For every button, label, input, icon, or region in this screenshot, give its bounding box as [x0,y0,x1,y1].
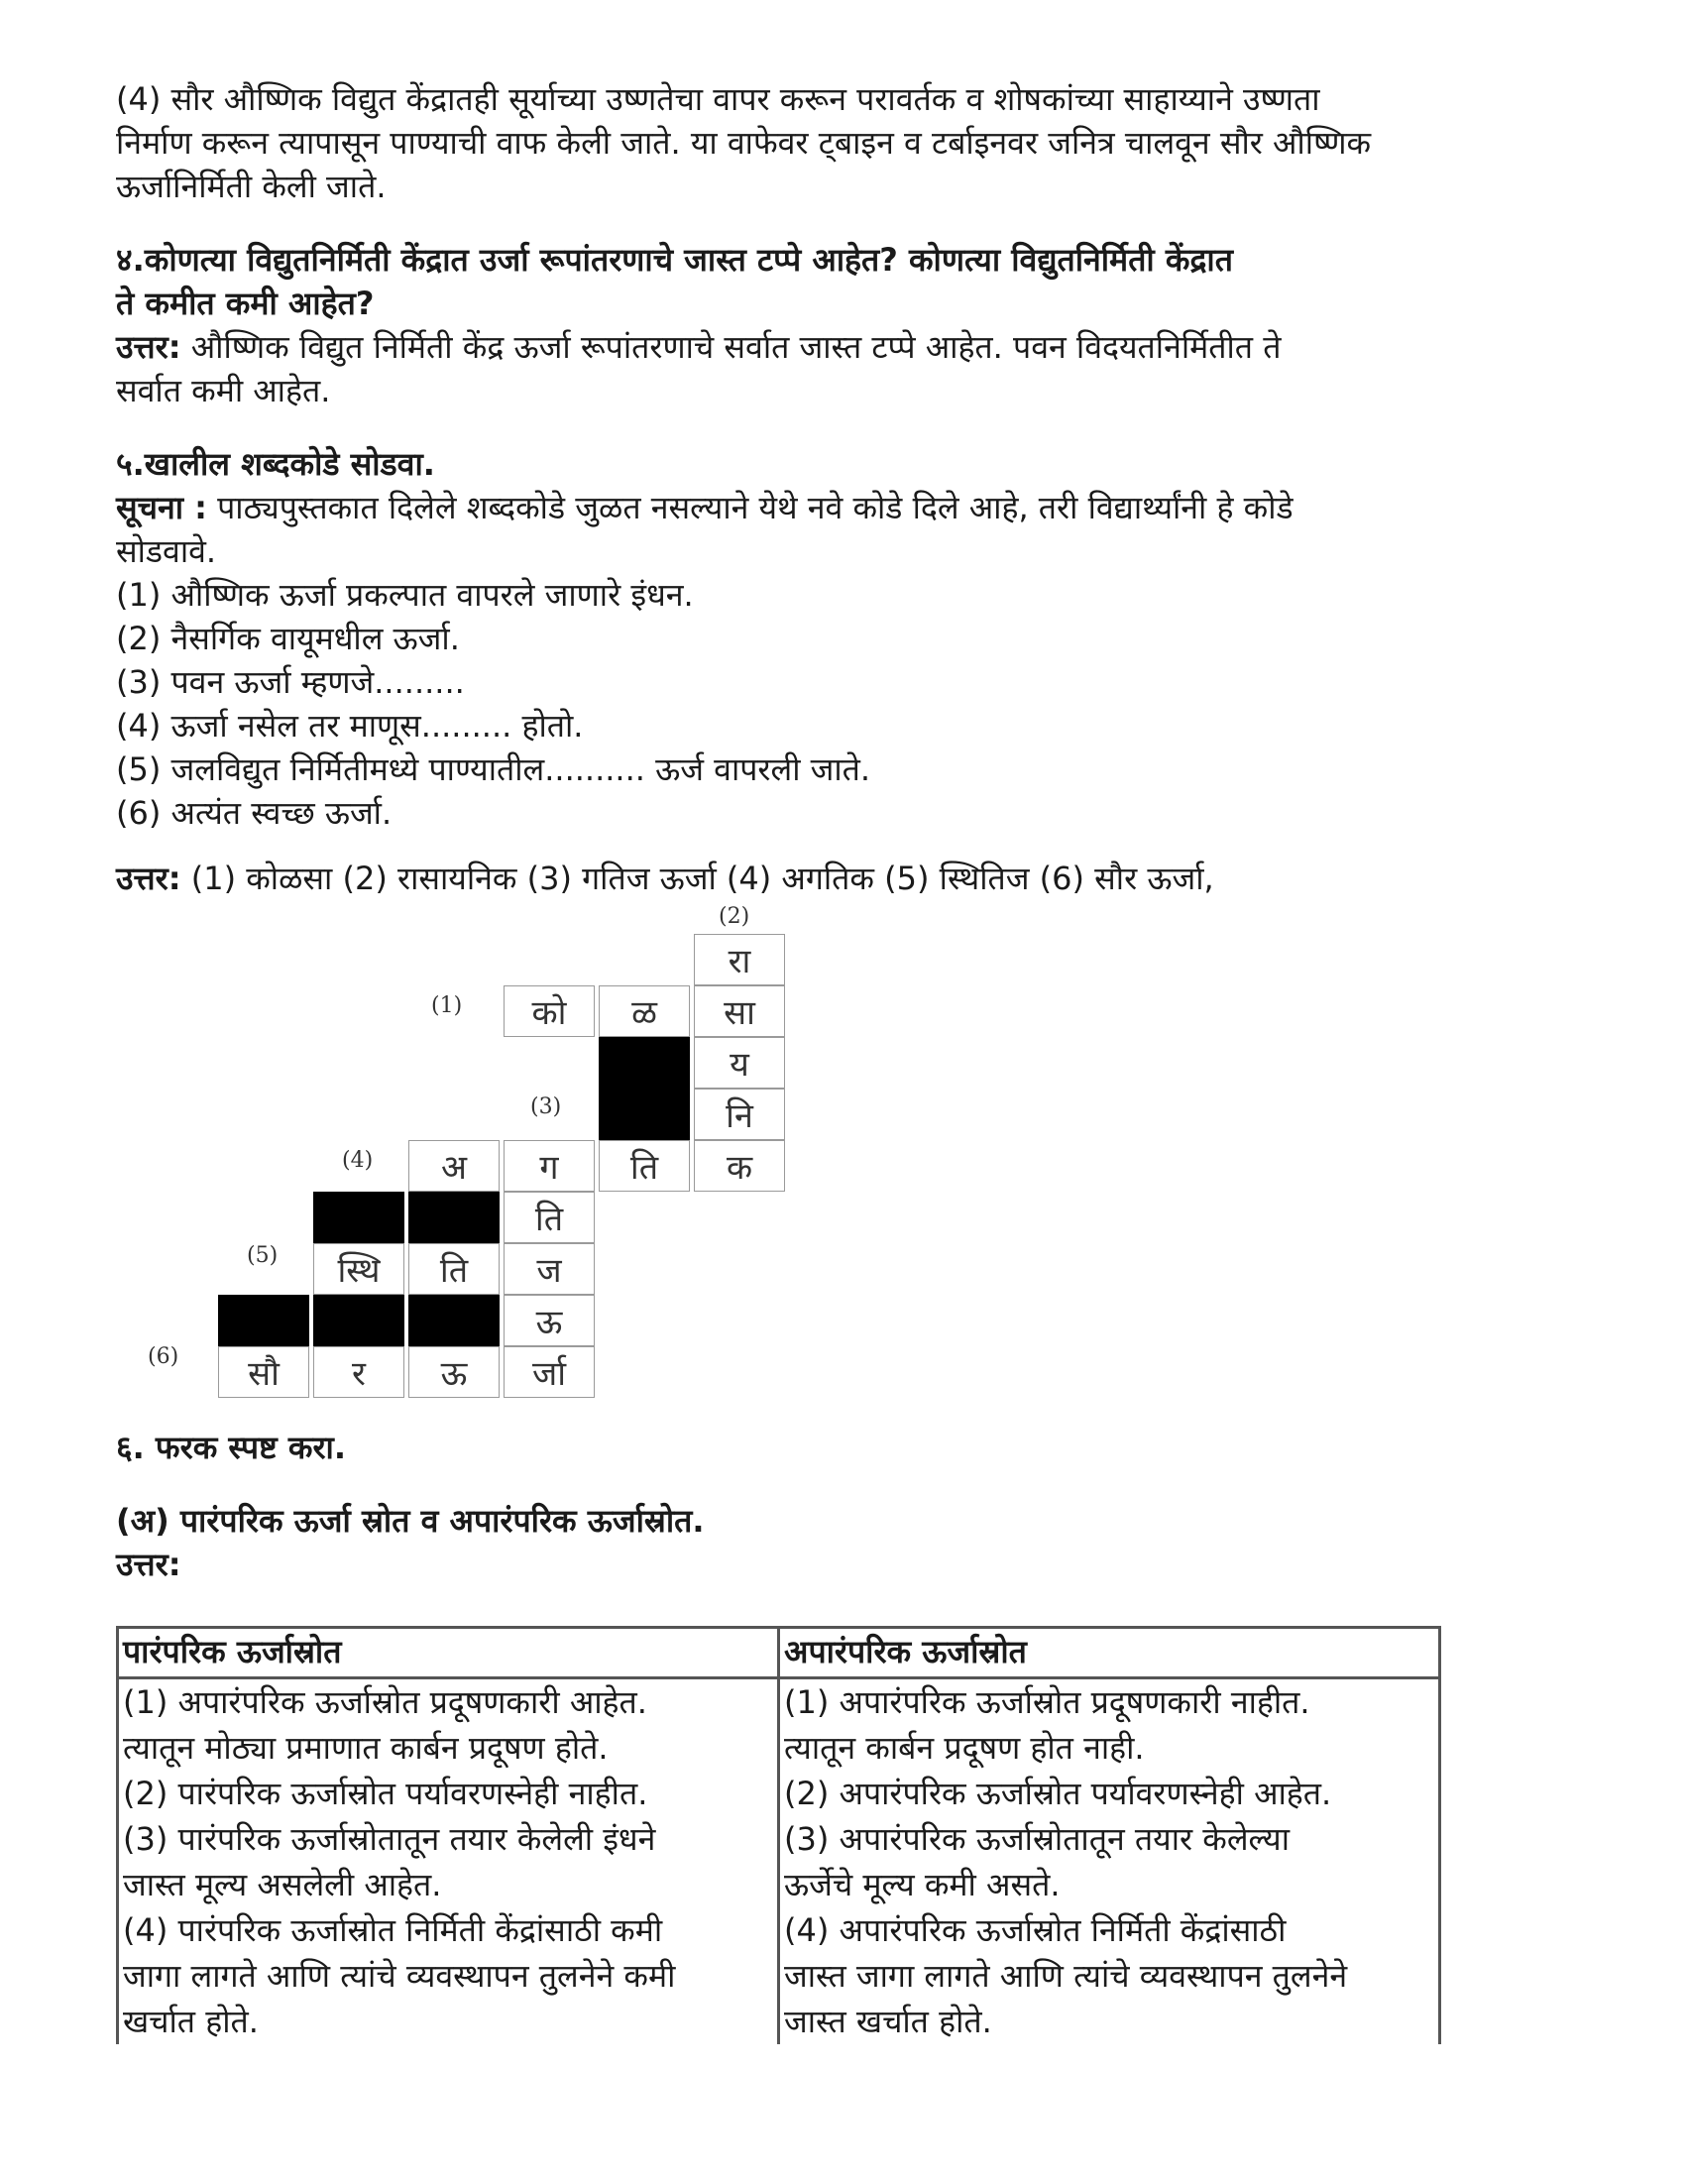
table-cell-line: जास्त मूल्य असलेली आहेत. [123,1866,442,1903]
question-6: ६. फरक स्पष्ट करा. [116,1429,346,1466]
table-cell-line: (1) अपारंपरिक ऊर्जास्रोत प्रदूषणकारी आहेत. [123,1683,647,1721]
crossword-cell: ऊ [504,1295,595,1346]
table-cell-line: खर्चात होते. [123,2003,259,2040]
table-cell-line: त्यातून कार्बन प्रदूषण होत नाही. [784,1729,1145,1767]
clue-item: (4) ऊर्जा नसेल तर माणूस......... होतो. [116,707,584,745]
document-page [116,77,1573,2044]
note-text: सोडवावे. [116,532,217,570]
table-cell-line: ऊर्जेचे मूल्य कमी असते. [784,1866,1061,1903]
answer-label: उत्तर: [116,328,181,366]
crossword-cell: ति [408,1243,500,1295]
table-cell-line: (2) अपारंपरिक ऊर्जास्रोत पर्यावरणस्नेही आहेत. [784,1775,1332,1812]
crossword-number: (6) [148,1344,179,1369]
note-5 [116,486,1573,573]
crossword-cell: ज [504,1243,595,1295]
table-cell-line: जास्त खर्चात होते. [784,2003,992,2040]
answer-label: उत्तर: [116,860,181,897]
intro-line: (4) सौर औष्णिक विद्युत केंद्रातही सूर्याच्या उष्णतेचा वापर करून परावर्तक व शोषकांच्या साहाय्याने उष्णता [116,80,1320,118]
table-cell-line: (3) अपारंपरिक ऊर्जास्रोतातून तयार केलेल्या [784,1820,1290,1858]
crossword-cell: ति [504,1192,595,1243]
table-cell-line: (4) पारंपरिक ऊर्जास्रोत निर्मिती केंद्रांसाठी कमी [123,1911,663,1949]
question-4 [116,238,1573,325]
table-cell-line: (1) अपारंपरिक ऊर्जास्रोत प्रदूषणकारी नाहीत. [784,1683,1310,1721]
crossword-cell: स्थि [313,1243,404,1295]
answer-5 [116,857,1573,900]
answer-4 [116,325,1573,412]
answer-5-text: (1) कोळसा (2) रासायनिक (3) गतिज ऊर्जा (4) अगतिक (5) स्थितिज (6) सौर ऊर्जा, [180,860,1214,897]
clue-item: (1) औष्णिक ऊर्जा प्रकल्पात वापरले जाणारे इंधन. [116,576,694,614]
crossword-cell: ग [504,1140,595,1192]
table-cell-line: जास्त जागा लागते आणि त्यांचे व्यवस्थापन तुलनेने [784,1957,1348,1995]
crossword-cell: र [313,1346,404,1398]
crossword-number: (1) [431,993,463,1018]
table-row [118,1678,1440,2045]
crossword-number: (4) [342,1148,374,1173]
crossword-black-cell [313,1295,404,1346]
crossword-cell: ऊ [408,1346,500,1398]
intro-line: ऊर्जानिर्मिती केली जाते. [116,168,387,205]
table-cell-line: (2) पारंपरिक ऊर्जास्रोत पर्यावरणस्नेही नाहीत. [123,1775,648,1812]
table-header-conventional: पारंपरिक ऊर्जास्रोत [118,1628,779,1678]
crossword-black-cell [408,1192,500,1243]
intro-line: निर्माण करून त्यापासून पाण्याची वाफ केली जाते. या वाफेवर ट्बाइन व टर्बाइनवर जनित्र चालवून सौर औष्णिक [116,124,1372,162]
table-cell-line: जागा लागते आणि त्यांचे व्यवस्थापन तुलनेने कमी [123,1957,676,1995]
crossword-cell: को [504,985,595,1037]
crossword-cell: क [694,1140,785,1192]
question-4-line: ते कमीत कमी आहेत? [116,285,375,322]
question-4-line: ४.कोणत्या विद्युतनिर्मिती केंद्रात उर्जा रूपांतरणाचे जास्त टप्पे आहेत? कोणत्या विद्युतनिर्मिती केंद्रात [116,241,1233,279]
table-cell-line: (3) पारंपरिक ऊर्जास्रोतातून तयार केलेली इंधने [123,1820,656,1858]
clue-item: (2) नैसर्गिक वायूमधील ऊर्जा. [116,620,460,657]
crossword-cell: सौ [218,1346,309,1398]
answer-label: उत्तर: [116,1546,181,1583]
crossword-number: (5) [247,1243,279,1268]
crossword-black-cell [313,1192,404,1243]
clue-list [116,573,1573,835]
note-text: पाठ्यपुस्तकात दिलेले शब्दकोडे जुळत नसल्याने येथे नवे कोडे दिले आहे, तरी विद्यार्थ्यांनी हे कोडे [206,489,1294,526]
crossword-cell: नि [694,1089,785,1140]
crossword-cell: ति [599,1140,690,1192]
crossword-grid [126,900,800,1396]
crossword-cell: य [694,1037,785,1089]
table-cell-line: (4) अपारंपरिक ऊर्जास्रोत निर्मिती केंद्रांसाठी [784,1911,1287,1949]
table-cell-line: त्यातून मोठ्या प्रमाणात कार्बन प्रदूषण होते. [123,1729,609,1767]
table-header-row [118,1628,1440,1678]
clue-item: (6) अत्यंत स्वच्छ ऊर्जा. [116,794,393,832]
table-header-nonconventional: अपारंपरिक ऊर्जास्रोत [779,1628,1440,1678]
crossword-number: (2) [719,904,750,929]
note-label: सूचना : [116,489,207,526]
question-6-sub-a: (अ) पारंपरिक ऊर्जा स्रोत व अपारंपरिक ऊर्जास्रोत. [116,1502,705,1540]
question-5: ५.खालील शब्दकोडे सोडवा. [116,445,435,483]
intro-paragraph [116,77,1573,208]
crossword-number: (3) [530,1094,562,1119]
crossword-black-cell [599,1037,690,1089]
answer-4-text: औष्णिक विद्युत निर्मिती केंद्र ऊर्जा रूपांतरणाचे सर्वात जास्त टप्पे आहेत. पवन विदयतनिर्मितीत ते [180,328,1282,366]
clue-item: (5) जलविद्युत निर्मितीमध्ये पाण्यातील.......... ऊर्ज वापरली जाते. [116,750,871,788]
crossword-cell: ळ [599,985,690,1037]
crossword-cell: र्जा [504,1346,595,1398]
table-cell-nonconventional [779,1678,1440,2045]
crossword-cell: सा [694,985,785,1037]
crossword-cell: रा [694,934,785,985]
crossword-cell: अ [408,1140,500,1192]
crossword-black-cell [218,1295,309,1346]
crossword-black-cell [408,1295,500,1346]
table-cell-conventional [118,1678,779,2045]
crossword-black-cell [599,1089,690,1140]
answer-4-text: सर्वात कमी आहेत. [116,372,331,409]
comparison-table [116,1626,1441,2044]
clue-item: (3) पवन ऊर्जा म्हणजे......... [116,663,465,701]
